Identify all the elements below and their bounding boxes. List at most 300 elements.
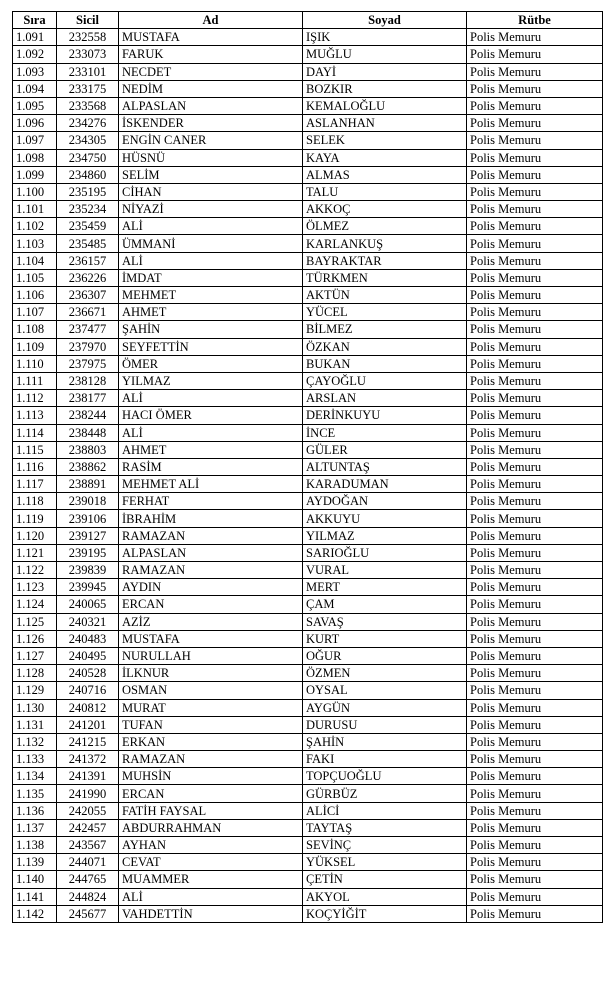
cell-soyad: TÜRKMEN [303,269,467,286]
cell-sicil: 235234 [57,201,119,218]
cell-sira: 1.128 [13,665,57,682]
table-row [13,905,603,922]
cell-rutbe: Polis Memuru [467,665,603,682]
cell-ad: MEHMET [119,287,303,304]
cell-ad: ERCAN [119,596,303,613]
cell-sira: 1.098 [13,149,57,166]
cell-sicil: 240495 [57,647,119,664]
table-row [13,733,603,750]
cell-soyad: GÜRBÜZ [303,785,467,802]
cell-rutbe: Polis Memuru [467,871,603,888]
cell-rutbe: Polis Memuru [467,699,603,716]
cell-rutbe: Polis Memuru [467,355,603,372]
cell-soyad: SARIOĞLU [303,544,467,561]
cell-sira: 1.099 [13,166,57,183]
cell-sira: 1.130 [13,699,57,716]
table-row [13,579,603,596]
cell-soyad: BUKAN [303,355,467,372]
table-row [13,630,603,647]
table-row [13,372,603,389]
cell-sicil: 238891 [57,476,119,493]
table-row [13,562,603,579]
table-row [13,407,603,424]
cell-sicil: 240065 [57,596,119,613]
cell-soyad: AKYOL [303,888,467,905]
cell-rutbe: Polis Memuru [467,493,603,510]
cell-sira: 1.118 [13,493,57,510]
table-row [13,682,603,699]
cell-sira: 1.142 [13,905,57,922]
cell-soyad: BOZKIR [303,80,467,97]
cell-ad: ALPASLAN [119,97,303,114]
cell-ad: İBRAHİM [119,510,303,527]
cell-sira: 1.113 [13,407,57,424]
cell-rutbe: Polis Memuru [467,29,603,46]
header-rutbe: Rütbe [467,12,603,29]
cell-sicil: 232558 [57,29,119,46]
cell-ad: YILMAZ [119,372,303,389]
cell-rutbe: Polis Memuru [467,97,603,114]
cell-sira: 1.119 [13,510,57,527]
cell-soyad: ALİCİ [303,802,467,819]
table-row [13,390,603,407]
cell-soyad: BİLMEZ [303,321,467,338]
cell-sira: 1.109 [13,338,57,355]
cell-soyad: ÇAYOĞLU [303,372,467,389]
table-row [13,46,603,63]
cell-sicil: 242055 [57,802,119,819]
cell-sira: 1.105 [13,269,57,286]
cell-sicil: 236226 [57,269,119,286]
cell-ad: NECDET [119,63,303,80]
cell-rutbe: Polis Memuru [467,407,603,424]
cell-soyad: OYSAL [303,682,467,699]
cell-rutbe: Polis Memuru [467,596,603,613]
cell-sicil: 240812 [57,699,119,716]
cell-sira: 1.101 [13,201,57,218]
cell-sira: 1.136 [13,802,57,819]
cell-soyad: YÜKSEL [303,854,467,871]
cell-sicil: 233073 [57,46,119,63]
cell-soyad: ÖZMEN [303,665,467,682]
cell-sicil: 239127 [57,527,119,544]
cell-ad: FATİH FAYSAL [119,802,303,819]
cell-sicil: 233175 [57,80,119,97]
table-row [13,716,603,733]
cell-soyad: AKKUYU [303,510,467,527]
table-row [13,166,603,183]
table-row [13,252,603,269]
cell-soyad: KEMALOĞLU [303,97,467,114]
cell-sicil: 233101 [57,63,119,80]
cell-ad: ÜMMANİ [119,235,303,252]
cell-rutbe: Polis Memuru [467,888,603,905]
cell-soyad: ALMAS [303,166,467,183]
cell-sicil: 239195 [57,544,119,561]
cell-rutbe: Polis Memuru [467,269,603,286]
cell-soyad: ALTUNTAŞ [303,458,467,475]
cell-sicil: 238177 [57,390,119,407]
cell-sira: 1.091 [13,29,57,46]
cell-sicil: 244765 [57,871,119,888]
cell-soyad: ŞAHİN [303,733,467,750]
header-sira: Sıra [13,12,57,29]
cell-soyad: MUĞLU [303,46,467,63]
cell-ad: AHMET [119,304,303,321]
cell-soyad: BAYRAKTAR [303,252,467,269]
cell-sicil: 233568 [57,97,119,114]
cell-ad: MUAMMER [119,871,303,888]
cell-sira: 1.112 [13,390,57,407]
cell-rutbe: Polis Memuru [467,201,603,218]
table-row [13,768,603,785]
header-sicil: Sicil [57,12,119,29]
table-row [13,115,603,132]
table-row [13,149,603,166]
cell-soyad: KARLANKUŞ [303,235,467,252]
cell-ad: ERCAN [119,785,303,802]
cell-rutbe: Polis Memuru [467,132,603,149]
cell-sira: 1.140 [13,871,57,888]
cell-soyad: OĞUR [303,647,467,664]
cell-rutbe: Polis Memuru [467,372,603,389]
cell-soyad: ASLANHAN [303,115,467,132]
cell-rutbe: Polis Memuru [467,716,603,733]
table-row [13,476,603,493]
cell-rutbe: Polis Memuru [467,149,603,166]
cell-sicil: 244824 [57,888,119,905]
table-row [13,201,603,218]
cell-sira: 1.129 [13,682,57,699]
table-row [13,785,603,802]
cell-sira: 1.095 [13,97,57,114]
cell-sira: 1.116 [13,458,57,475]
cell-rutbe: Polis Memuru [467,630,603,647]
cell-sira: 1.097 [13,132,57,149]
cell-sira: 1.135 [13,785,57,802]
cell-sira: 1.096 [13,115,57,132]
table-row [13,544,603,561]
cell-rutbe: Polis Memuru [467,166,603,183]
cell-sicil: 240483 [57,630,119,647]
cell-ad: AHMET [119,441,303,458]
cell-ad: FARUK [119,46,303,63]
cell-rutbe: Polis Memuru [467,527,603,544]
cell-sira: 1.133 [13,751,57,768]
cell-sicil: 238128 [57,372,119,389]
cell-ad: ALİ [119,218,303,235]
cell-soyad: DERİNKUYU [303,407,467,424]
cell-rutbe: Polis Memuru [467,510,603,527]
cell-sira: 1.137 [13,819,57,836]
cell-sira: 1.104 [13,252,57,269]
cell-ad: RAMAZAN [119,751,303,768]
cell-sicil: 235195 [57,183,119,200]
personnel-table [12,11,603,923]
cell-sira: 1.092 [13,46,57,63]
cell-ad: İSKENDER [119,115,303,132]
cell-rutbe: Polis Memuru [467,424,603,441]
cell-rutbe: Polis Memuru [467,63,603,80]
cell-sicil: 240716 [57,682,119,699]
cell-soyad: AKTÜN [303,287,467,304]
table-row [13,493,603,510]
cell-sicil: 239945 [57,579,119,596]
table-row [13,338,603,355]
cell-soyad: SEVİNÇ [303,837,467,854]
cell-rutbe: Polis Memuru [467,682,603,699]
cell-sira: 1.121 [13,544,57,561]
cell-sicil: 234276 [57,115,119,132]
cell-sira: 1.123 [13,579,57,596]
table-row [13,80,603,97]
table-header [13,12,603,29]
cell-soyad: TOPÇUOĞLU [303,768,467,785]
cell-rutbe: Polis Memuru [467,613,603,630]
cell-ad: İLKNUR [119,665,303,682]
cell-sira: 1.107 [13,304,57,321]
table-row [13,304,603,321]
cell-soyad: YILMAZ [303,527,467,544]
table-row [13,235,603,252]
table-row [13,819,603,836]
cell-sira: 1.131 [13,716,57,733]
cell-ad: FERHAT [119,493,303,510]
table-row [13,287,603,304]
cell-sicil: 237970 [57,338,119,355]
header-row [13,12,603,29]
cell-rutbe: Polis Memuru [467,647,603,664]
cell-ad: HÜSNÜ [119,149,303,166]
cell-ad: SEYFETTİN [119,338,303,355]
table-row [13,613,603,630]
cell-sicil: 238862 [57,458,119,475]
cell-ad: İMDAT [119,269,303,286]
cell-sicil: 234750 [57,149,119,166]
cell-sicil: 235485 [57,235,119,252]
cell-sicil: 243567 [57,837,119,854]
cell-soyad: DAYİ [303,63,467,80]
cell-ad: MUHSİN [119,768,303,785]
cell-sicil: 236157 [57,252,119,269]
cell-ad: VAHDETTİN [119,905,303,922]
cell-sira: 1.126 [13,630,57,647]
cell-soyad: TAYTAŞ [303,819,467,836]
cell-ad: ALİ [119,390,303,407]
cell-sicil: 241201 [57,716,119,733]
cell-sira: 1.114 [13,424,57,441]
cell-ad: NİYAZİ [119,201,303,218]
cell-sira: 1.139 [13,854,57,871]
cell-rutbe: Polis Memuru [467,785,603,802]
cell-soyad: KOÇYİĞİT [303,905,467,922]
cell-soyad: AYDOĞAN [303,493,467,510]
cell-sicil: 244071 [57,854,119,871]
cell-sira: 1.138 [13,837,57,854]
table-row [13,218,603,235]
table-row [13,837,603,854]
cell-rutbe: Polis Memuru [467,854,603,871]
cell-sira: 1.102 [13,218,57,235]
cell-sicil: 236307 [57,287,119,304]
cell-soyad: AKKOÇ [303,201,467,218]
cell-soyad: IŞIK [303,29,467,46]
cell-soyad: FAKI [303,751,467,768]
cell-rutbe: Polis Memuru [467,458,603,475]
cell-soyad: ÖZKAN [303,338,467,355]
cell-sicil: 242457 [57,819,119,836]
cell-sicil: 241215 [57,733,119,750]
cell-ad: ABDURRAHMAN [119,819,303,836]
cell-rutbe: Polis Memuru [467,905,603,922]
cell-sira: 1.093 [13,63,57,80]
table-row [13,527,603,544]
cell-soyad: KURT [303,630,467,647]
table-row [13,29,603,46]
cell-ad: OSMAN [119,682,303,699]
cell-soyad: ÇETİN [303,871,467,888]
cell-ad: MUSTAFA [119,630,303,647]
cell-sicil: 241990 [57,785,119,802]
table-row [13,802,603,819]
cell-sira: 1.108 [13,321,57,338]
cell-ad: ALPASLAN [119,544,303,561]
table-body [13,29,603,923]
table-row [13,269,603,286]
cell-sira: 1.094 [13,80,57,97]
cell-sicil: 238803 [57,441,119,458]
cell-sicil: 245677 [57,905,119,922]
cell-soyad: KAYA [303,149,467,166]
cell-rutbe: Polis Memuru [467,287,603,304]
cell-rutbe: Polis Memuru [467,768,603,785]
cell-soyad: İNCE [303,424,467,441]
cell-sira: 1.111 [13,372,57,389]
cell-sira: 1.124 [13,596,57,613]
cell-ad: RAMAZAN [119,527,303,544]
cell-rutbe: Polis Memuru [467,46,603,63]
cell-sira: 1.120 [13,527,57,544]
cell-rutbe: Polis Memuru [467,390,603,407]
cell-soyad: ARSLAN [303,390,467,407]
cell-ad: ERKAN [119,733,303,750]
cell-soyad: ÖLMEZ [303,218,467,235]
cell-sira: 1.132 [13,733,57,750]
cell-ad: SELİM [119,166,303,183]
table-row [13,458,603,475]
cell-sira: 1.117 [13,476,57,493]
cell-soyad: TALU [303,183,467,200]
cell-sira: 1.115 [13,441,57,458]
header-soyad: Soyad [303,12,467,29]
cell-rutbe: Polis Memuru [467,235,603,252]
cell-ad: MUSTAFA [119,29,303,46]
cell-ad: HACI ÖMER [119,407,303,424]
cell-ad: ÖMER [119,355,303,372]
cell-sicil: 238448 [57,424,119,441]
cell-sicil: 234305 [57,132,119,149]
cell-rutbe: Polis Memuru [467,544,603,561]
table-row [13,647,603,664]
cell-ad: MEHMET ALİ [119,476,303,493]
cell-rutbe: Polis Memuru [467,321,603,338]
cell-ad: ALİ [119,252,303,269]
cell-rutbe: Polis Memuru [467,562,603,579]
cell-sicil: 235459 [57,218,119,235]
table-row [13,871,603,888]
cell-sicil: 240321 [57,613,119,630]
table-row [13,699,603,716]
cell-rutbe: Polis Memuru [467,476,603,493]
cell-ad: NURULLAH [119,647,303,664]
cell-ad: RAMAZAN [119,562,303,579]
table-row [13,424,603,441]
cell-ad: RASİM [119,458,303,475]
cell-ad: AZİZ [119,613,303,630]
cell-soyad: SAVAŞ [303,613,467,630]
cell-sira: 1.100 [13,183,57,200]
cell-sicil: 241391 [57,768,119,785]
cell-rutbe: Polis Memuru [467,183,603,200]
cell-sira: 1.110 [13,355,57,372]
header-ad: Ad [119,12,303,29]
table-row [13,183,603,200]
table-row [13,441,603,458]
cell-soyad: GÜLER [303,441,467,458]
cell-ad: NEDİM [119,80,303,97]
cell-sira: 1.141 [13,888,57,905]
cell-rutbe: Polis Memuru [467,115,603,132]
cell-rutbe: Polis Memuru [467,218,603,235]
cell-soyad: DURUSU [303,716,467,733]
cell-ad: ALİ [119,424,303,441]
table-row [13,132,603,149]
cell-soyad: AYGÜN [303,699,467,716]
cell-sira: 1.106 [13,287,57,304]
table-row [13,888,603,905]
table-row [13,97,603,114]
cell-soyad: VURAL [303,562,467,579]
cell-sira: 1.134 [13,768,57,785]
table-row [13,355,603,372]
cell-sicil: 241372 [57,751,119,768]
cell-rutbe: Polis Memuru [467,441,603,458]
cell-ad: AYHAN [119,837,303,854]
cell-sicil: 238244 [57,407,119,424]
cell-ad: ENGİN CANER [119,132,303,149]
cell-rutbe: Polis Memuru [467,751,603,768]
cell-sicil: 240528 [57,665,119,682]
cell-soyad: SELEK [303,132,467,149]
cell-soyad: MERT [303,579,467,596]
cell-rutbe: Polis Memuru [467,304,603,321]
table-row [13,854,603,871]
table-row [13,751,603,768]
cell-rutbe: Polis Memuru [467,733,603,750]
cell-rutbe: Polis Memuru [467,837,603,854]
cell-sira: 1.103 [13,235,57,252]
cell-ad: CEVAT [119,854,303,871]
cell-sira: 1.122 [13,562,57,579]
cell-sicil: 237975 [57,355,119,372]
cell-ad: TUFAN [119,716,303,733]
table-row [13,596,603,613]
cell-ad: AYDIN [119,579,303,596]
cell-rutbe: Polis Memuru [467,252,603,269]
cell-rutbe: Polis Memuru [467,80,603,97]
cell-soyad: YÜCEL [303,304,467,321]
cell-sicil: 236671 [57,304,119,321]
